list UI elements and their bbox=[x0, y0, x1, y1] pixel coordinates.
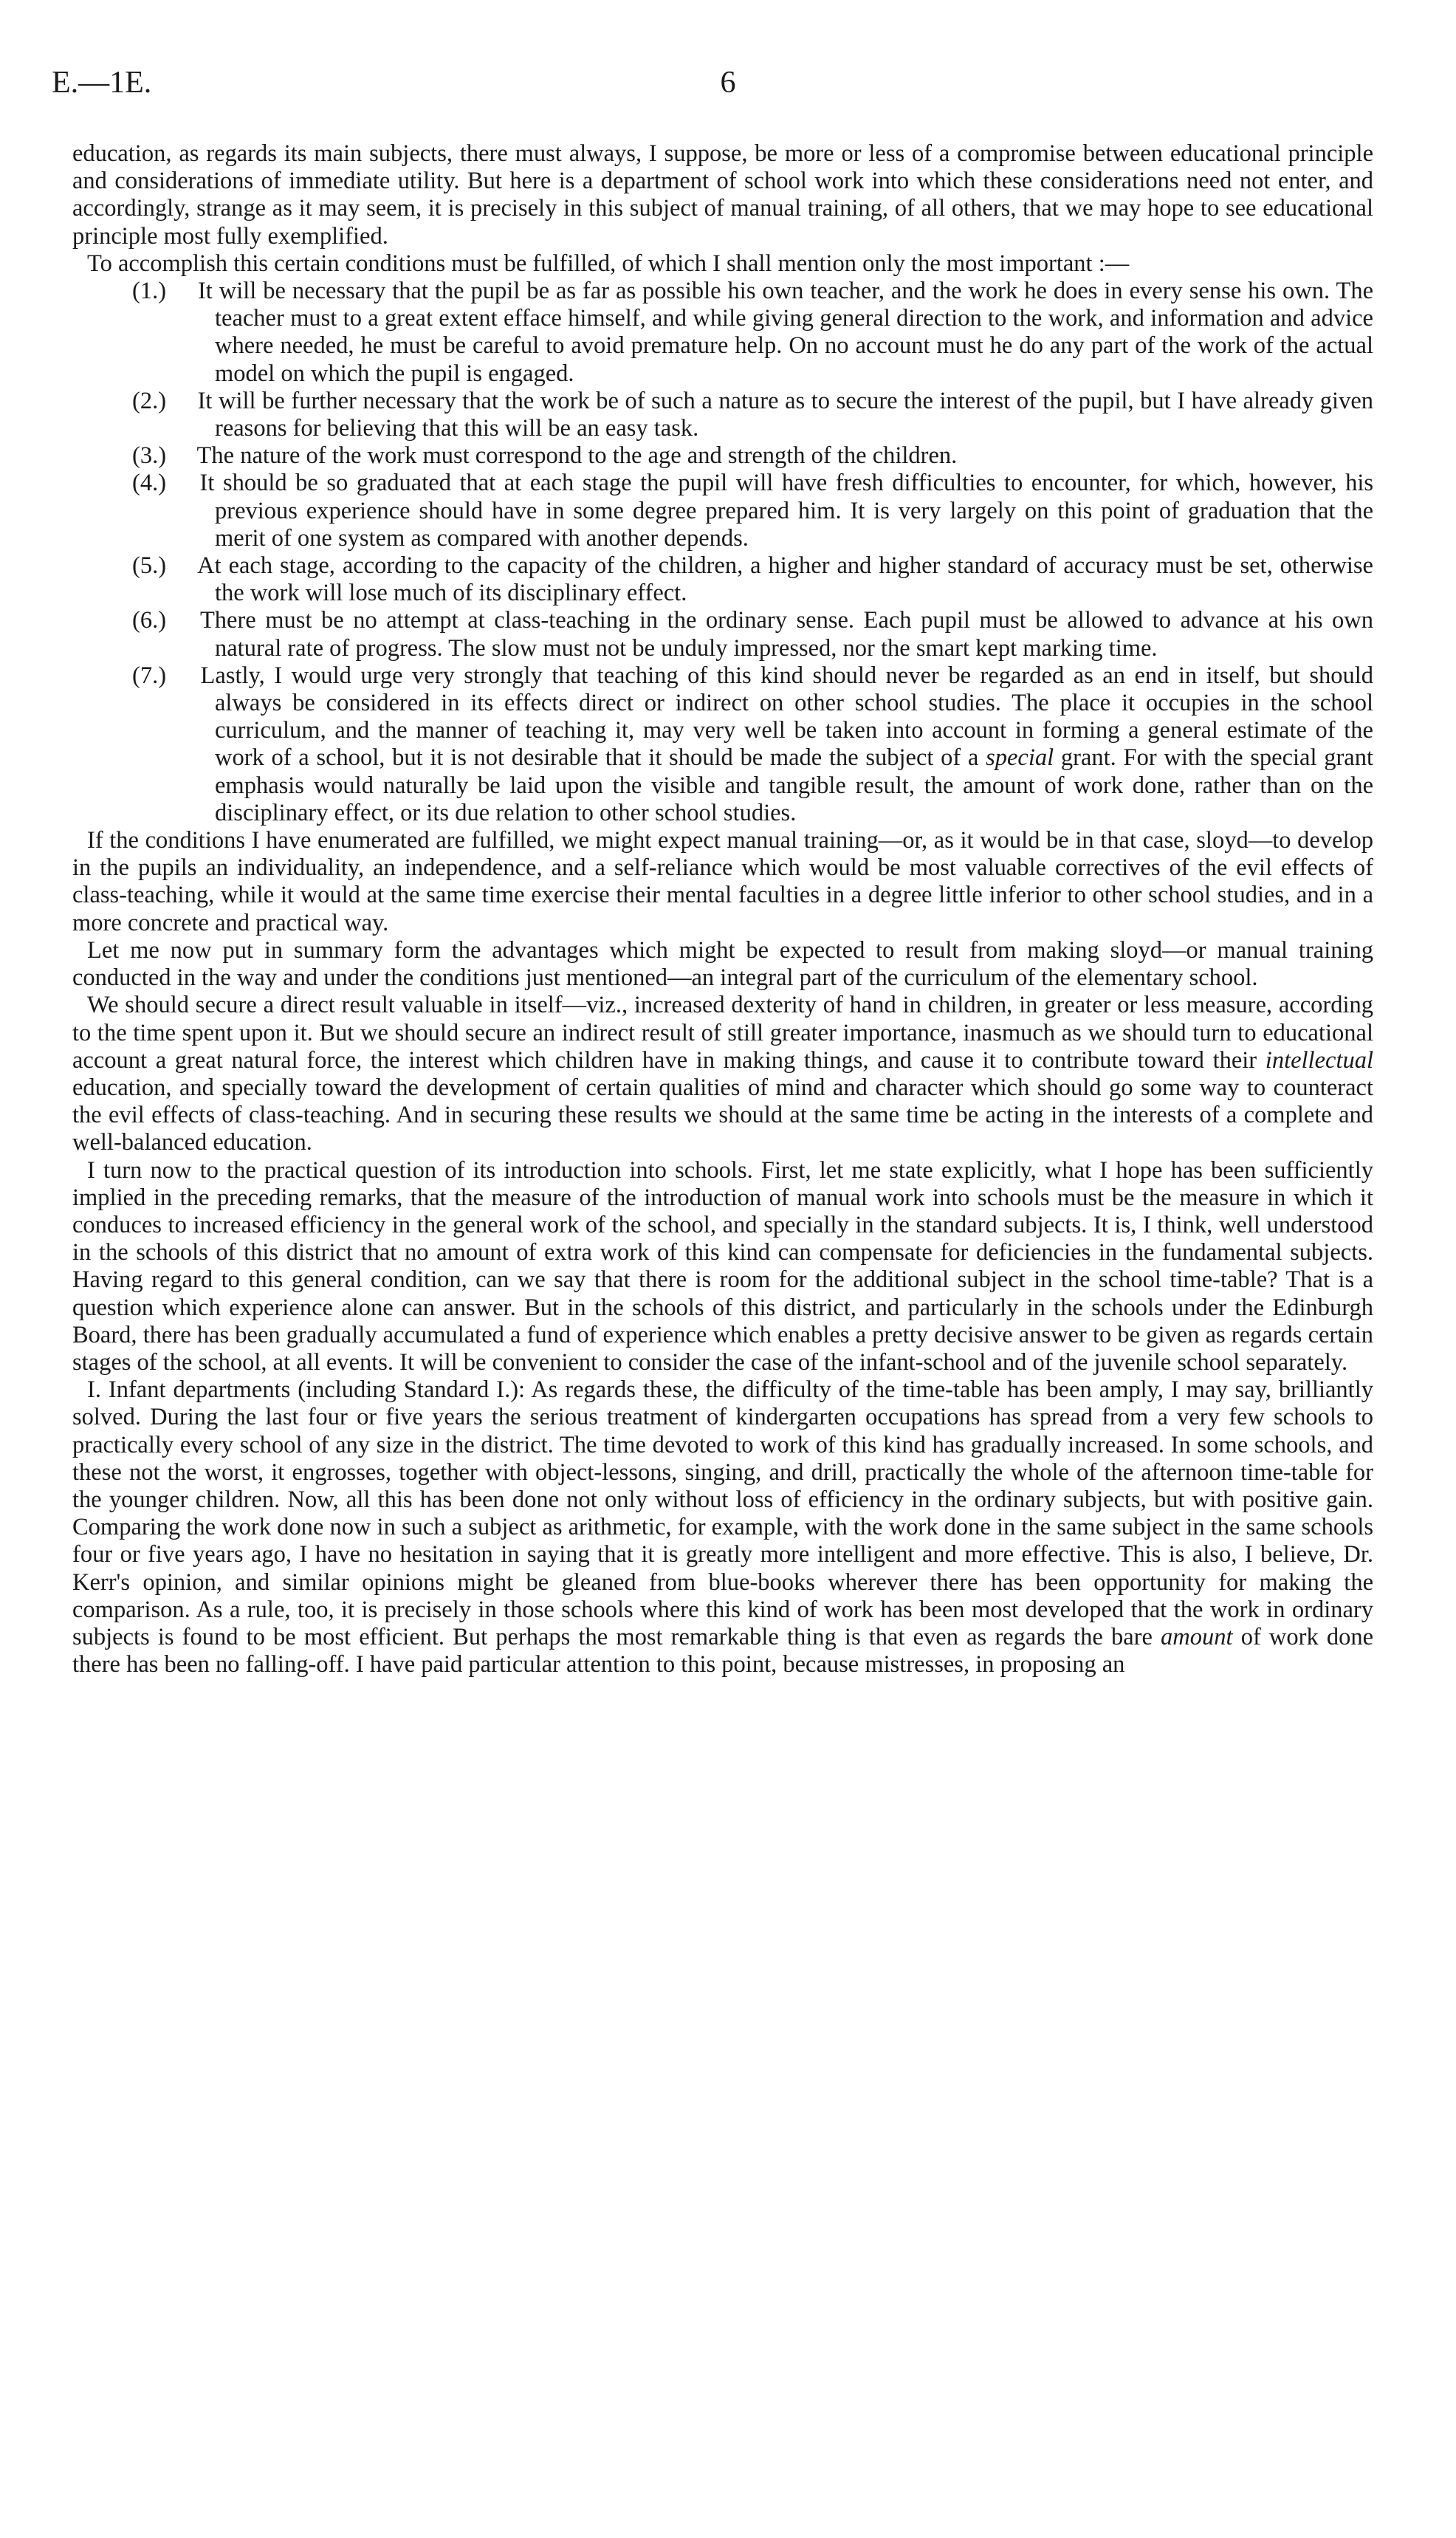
paragraph-infant-text: I. Infant departments (including Standard I.): As regards these, the difficulty of the time-table has been amply, I may say, brilliantly solved. During the last four or five years the serious treatment of kindergarten occupations has spread from a very few schools to practically every school of any size in the district. The time devoted to work of this kind has gradually increased. In some schools, and these not the worst, it engrosses, together with object-lessons, singing, and drill, practically the whole of the afternoon time-table for the younger children. Now, all this has been done not only without loss of efficiency in the ordinary subjects, but with positive gain. Comparing the work done now in such a subject as arithmetic, for example, with the work done in the same subject in the same schools four or five years ago, I have no hesitation in saying that it is greatly more intelligent and more effective. This is also, I believe, Dr. Kerr's opinion, and similar opinions might be gleaned from blue-books wherever there has been opportunity for making the comparison. As a rule, too, it is precisely in those schools where this kind of work has been most developed that the work in ordinary subjects is found to be most efficient. But perhaps the most remarkable thing is that even as regards the bare bbox=[72, 1376, 1373, 1650]
conditions-list bbox=[72, 278, 1373, 827]
condition-item-4 bbox=[72, 470, 1373, 552]
condition-text: At each stage, according to the capacity of the children, a higher and higher standard of accuracy must be set, otherwise the work will lose much of its disciplinary effect. bbox=[197, 552, 1373, 607]
condition-text: It will be further necessary that the work be of such a nature as to secure the interest of the pupil, but I have already given reasons for believing that this will be an easy task. bbox=[197, 387, 1373, 442]
paragraph-continuation: education, as regards its main subjects, there must always, I suppose, be more or less of a compromise between educational principle and considerations of immediate utility. But here is a department of school work into which these considerations need not enter, and accordingly, strange as it may seem, it is precisely in this subject of manual training, of all others, that we may hope to see educational principle most fully exemplified. bbox=[72, 140, 1373, 250]
condition-text: The nature of the work must correspond to the age and strength of the children. bbox=[196, 442, 958, 470]
emphasis-intellectual: intellectual bbox=[1265, 1046, 1373, 1074]
paragraph-infant-departments bbox=[72, 1376, 1373, 1678]
condition-item-2 bbox=[72, 388, 1373, 442]
condition-item-6 bbox=[72, 607, 1373, 662]
condition-number: (1.) bbox=[132, 278, 167, 305]
paragraph-results-continued: education, and specially toward the development of certain qualities of mind and character which should go some way to counteract the evil effects of class-teaching. And in securing these results we should at the same time be acting in the interests of a complete and well-balanced education. bbox=[72, 1074, 1373, 1156]
condition-item-5 bbox=[72, 552, 1373, 607]
paragraph-summary: Let me now put in summary form the advantages which might be expected to result from making sloyd—or manual training conducted in the way and under the conditions just mentioned—an integral part of the curriculum of the elementary school. bbox=[72, 936, 1373, 992]
emphasis-amount: amount bbox=[1161, 1623, 1233, 1650]
condition-text: Lastly, I would urge very strongly that teaching of this kind should never be regarded as an end in itself, but should always be considered in its effects direct or indirect on other school studies. The place it occupies in the school curriculum, and the manner of teaching it, may very well be taken into account in forming a general estimate of the work of a school, but it is not desirable that it should be made the subject of a bbox=[200, 662, 1374, 772]
condition-text: There must be no attempt at class-teaching in the ordinary sense. Each pupil must be allowed to advance at his own natural rate of progress. The slow must not be unduly impressed, nor the smart kept marking time. bbox=[199, 607, 1373, 662]
paragraph-conditions-intro: To accomplish this certain conditions must be fulfilled, of which I shall mention only the most important :— bbox=[87, 250, 1130, 277]
paragraph-results-text: We should secure a direct result valuable in itself—viz., increased dexterity of hand in children, in greater or less measure, according to the time spent upon it. But we should secure an indirect result of still greater importance, inasmuch as we should turn to educational account a great natural force, the interest which children have in making things, and cause it to contribute toward their bbox=[72, 992, 1373, 1074]
condition-item-3 bbox=[72, 442, 1373, 470]
condition-item-1 bbox=[72, 278, 1373, 388]
condition-number: (2.) bbox=[132, 387, 167, 414]
condition-number: (5.) bbox=[132, 552, 167, 580]
condition-number: (4.) bbox=[132, 470, 167, 497]
condition-number: (3.) bbox=[132, 442, 167, 470]
condition-text: It should be so graduated that at each stage the pupil will have fresh difficulties to encounter, for which, however, his previous experience should have in some degree prepared him. It is very largely on this point of graduation that the merit of one system as compared with another depends. bbox=[199, 470, 1374, 552]
condition-item-7 bbox=[72, 662, 1373, 827]
paragraph-sloyd-effects: If the conditions I have enumerated are fulfilled, we might expect manual training—or, as it would be in that case, sloyd—to develop in the pupils an individuality, an independence, and a self-reliance which would be most valuable correctives of the evil effects of class-teaching, while it would at the same time exercise their mental faculties in a degree little inferior to other school studies, and in a more concrete and practical way. bbox=[72, 827, 1373, 936]
paragraph-introduction-into-schools: I turn now to the practical question of its introduction into schools. First, let me state explicitly, what I hope has been sufficiently implied in the preceding remarks, that the measure of the introduction of manual work into schools must be the measure in which it conduces to increased efficiency in the general work of the school, and specially in the standard subjects. It is, I think, well understood in the schools of this district that no amount of extra work of this kind can compensate for deficiencies in the fundamental subjects. Having regard to this general condition, can we say that there is room for the additional subject in the school time-table? That is a question which experience alone can answer. But in the schools of this district, and particularly in the schools under the Edinburgh Board, there has been gradually accumulated a fund of experience which enables a pretty decisive answer to be given as regards certain stages of the school, at all events. It will be convenient to consider the case of the infant-school and of the juvenile school separately. bbox=[72, 1156, 1373, 1376]
paragraph-infant-continued: of work done there has been no falling-off. I have paid particular attention to this point, because mistresses, in proposing an bbox=[72, 1623, 1374, 1678]
condition-number: (7.) bbox=[132, 662, 167, 689]
condition-text-continued: grant. For with the special grant emphasis would naturally be laid upon the visible and tangible result, the amount of work done, rather than on the disciplinary effect, or its due relation to other school studies. bbox=[215, 744, 1374, 826]
page-number: 6 bbox=[720, 66, 736, 100]
page-header bbox=[52, 65, 1404, 117]
emphasis-special: special bbox=[986, 744, 1054, 772]
condition-number: (6.) bbox=[132, 607, 167, 634]
document-reference: E.—1E. bbox=[52, 66, 152, 100]
body-text bbox=[72, 140, 1373, 1678]
paragraph-results bbox=[72, 992, 1373, 1156]
condition-text: It will be necessary that the pupil be as far as possible his own teacher, and the work he does in every sense his own. The teacher must to a great extent efface himself, and while giving general direction to the work, and information and advice where needed, he must be careful to avoid premature help. On no account must he do any part of the work of the actual model on which the pupil is engaged. bbox=[197, 278, 1373, 387]
